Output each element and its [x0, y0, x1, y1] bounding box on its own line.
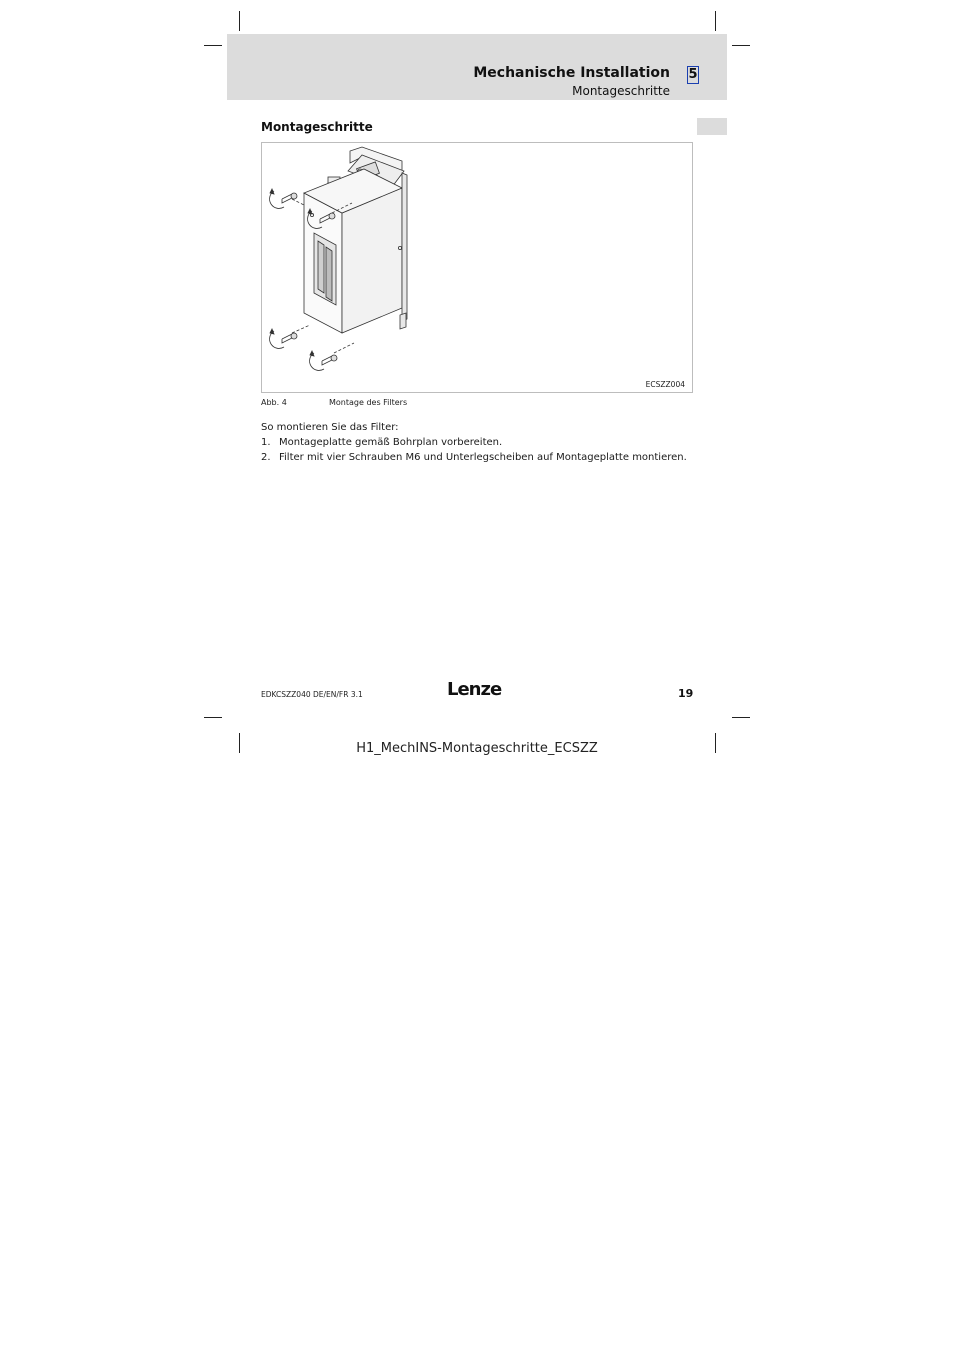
step-number: 2. — [261, 452, 271, 463]
lenze-logo: Lenze — [447, 679, 502, 700]
side-tab — [697, 118, 727, 135]
page-number: 19 — [678, 687, 694, 700]
crop-mark — [239, 11, 240, 31]
chapter-title: Mechanische Installation — [473, 65, 670, 81]
crop-mark — [732, 717, 750, 718]
figure-caption-text: Montage des Filters — [329, 398, 408, 407]
chapter-subtitle: Montageschritte — [572, 84, 670, 98]
crop-mark — [204, 717, 222, 718]
step-text: Montageplatte gemäß Bohrplan vorbereiten. — [279, 437, 503, 448]
filter-mounting-illustration — [262, 143, 694, 394]
crop-mark — [732, 45, 750, 46]
list-item — [261, 437, 502, 448]
chapter-number[interactable]: 5 — [688, 67, 698, 82]
crop-mark — [204, 45, 222, 46]
step-number: 1. — [261, 437, 271, 448]
section-title: Montageschritte — [261, 120, 373, 134]
figure-frame — [261, 142, 693, 393]
intro-text: So montieren Sie das Filter: — [261, 422, 399, 433]
page-slug: H1_MechINS-Montageschritte_ECSZZ — [356, 741, 598, 756]
figure-caption-label: Abb. 4 — [261, 398, 287, 407]
list-item — [261, 452, 687, 463]
document-id: EDKCSZZ040 DE/EN/FR 3.1 — [261, 690, 363, 699]
step-text: Filter mit vier Schrauben M6 und Unterlegscheiben auf Montageplatte montieren. — [279, 452, 687, 463]
crop-mark — [715, 11, 716, 31]
figure-code: ECSZZ004 — [645, 380, 685, 389]
